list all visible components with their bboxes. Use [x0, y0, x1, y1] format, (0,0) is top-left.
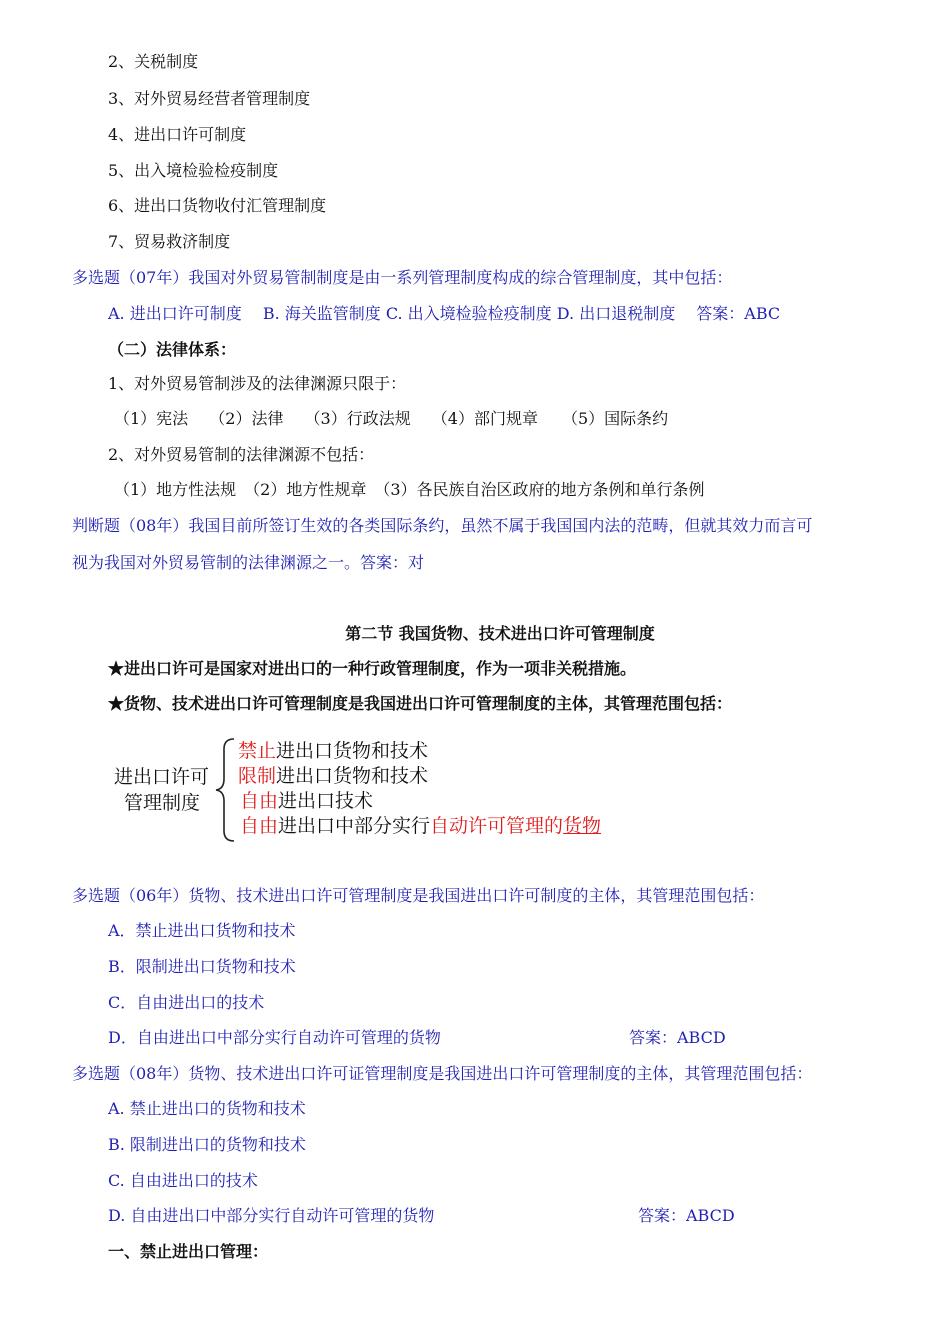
question-06-answer: 答案：ABCD — [629, 1028, 726, 1047]
legal-p1-items: （1）宪法 （2）法律 （3）行政法规 （4）部门规章 （5）国际条约 — [114, 409, 669, 428]
question-08-answer: 答案：ABCD — [638, 1206, 735, 1225]
diagram-item-text: 进出口中部分实行 — [278, 815, 431, 837]
diagram-item — [238, 739, 428, 763]
legal-p2: 2、对外贸易管制的法律渊源不包括： — [108, 445, 375, 464]
diagram-item-highlight: 自动许可管理的 — [430, 815, 564, 837]
question-08-option-a: A. 禁止进出口的货物和技术 — [108, 1099, 306, 1118]
list-item: 4、进出口许可制度 — [108, 125, 247, 144]
diagram-item — [240, 814, 601, 838]
diagram-item-key: 自由 — [240, 790, 279, 812]
star-note-1: ★进出口许可是国家对进出口的一种行政管理制度，作为一项非关税措施。 — [108, 659, 637, 678]
star-note-2: ★货物、技术进出口许可管理制度是我国进出口许可管理制度的主体，其管理范围包括： — [108, 694, 733, 713]
list-item: 3、对外贸易经营者管理制度 — [108, 89, 311, 108]
question-08-option-c: C. 自由进出口的技术 — [108, 1171, 258, 1190]
question-08-option-b: B. 限制进出口的货物和技术 — [108, 1135, 306, 1154]
question-08-judge-line2: 视为我国对外贸易管制的法律渊源之一。答案：对 — [72, 553, 425, 572]
diagram-item-highlight-underlined: 货物 — [563, 815, 602, 837]
question-06: 多选题（06年）货物、技术进出口许可管理制度是我国进出口许可制度的主体，其管理范围包括： — [72, 886, 765, 905]
question-06-option-a: A．禁止进出口货物和技术 — [108, 921, 296, 940]
diagram-item — [240, 789, 373, 813]
curly-brace-icon — [214, 737, 238, 843]
list-item: 2、关税制度 — [108, 52, 199, 71]
question-06-option-d: D．自由进出口中部分实行自动许可管理的货物 — [108, 1028, 441, 1047]
diagram-item-text: 进出口货物和技术 — [276, 740, 429, 762]
list-item: 7、贸易救济制度 — [108, 232, 231, 251]
question-08-multi: 多选题（08年）货物、技术进出口许可证管理制度是我国进出口许可管理制度的主体，其管理范围包括： — [72, 1064, 813, 1083]
diagram-item-text: 进出口技术 — [278, 790, 374, 812]
subsection-heading: 一、禁止进出口管理： — [108, 1242, 269, 1261]
diagram-item-text: 进出口货物和技术 — [276, 765, 429, 787]
question-08-option-d: D. 自由进出口中部分实行自动许可管理的货物 — [108, 1206, 435, 1225]
legal-heading: （二）法律体系： — [108, 340, 237, 359]
diagram-label-line1: 进出口许可 — [114, 766, 210, 788]
diagram-item-key: 限制 — [238, 765, 277, 787]
list-item: 6、进出口货物收付汇管理制度 — [108, 196, 327, 215]
diagram-label-line2: 管理制度 — [124, 792, 201, 814]
section-title: 第二节 我国货物、技术进出口许可管理制度 — [345, 624, 655, 643]
diagram-item-key: 禁止 — [238, 740, 277, 762]
list-item: 5、出入境检验检疫制度 — [108, 161, 279, 180]
diagram-item-key: 自由 — [240, 815, 279, 837]
question-08-judge-line1: 判断题（08年）我国目前所签订生效的各类国际条约，虽然不属于我国国内法的范畴，但就其效力而言可 — [72, 516, 813, 535]
license-scope-diagram — [108, 735, 628, 845]
question-07-options: A. 进出口许可制度 B. 海关监管制度 C. 出入境检验检疫制度 D. 出口退税制度 答案：ABC — [108, 304, 781, 323]
question-06-option-c: C．自由进出口的技术 — [108, 993, 265, 1012]
question-06-option-b: B．限制进出口货物和技术 — [108, 957, 296, 976]
question-07: 多选题（07年）我国对外贸易管制制度是由一系列管理制度构成的综合管理制度，其中包括： — [72, 268, 733, 287]
legal-p2-items: （1）地方性法规 （2）地方性规章 （3）各民族自治区政府的地方条例和单行条例 — [114, 480, 705, 499]
diagram-item — [238, 764, 428, 788]
legal-p1: 1、对外贸易管制涉及的法律渊源只限于： — [108, 374, 407, 393]
